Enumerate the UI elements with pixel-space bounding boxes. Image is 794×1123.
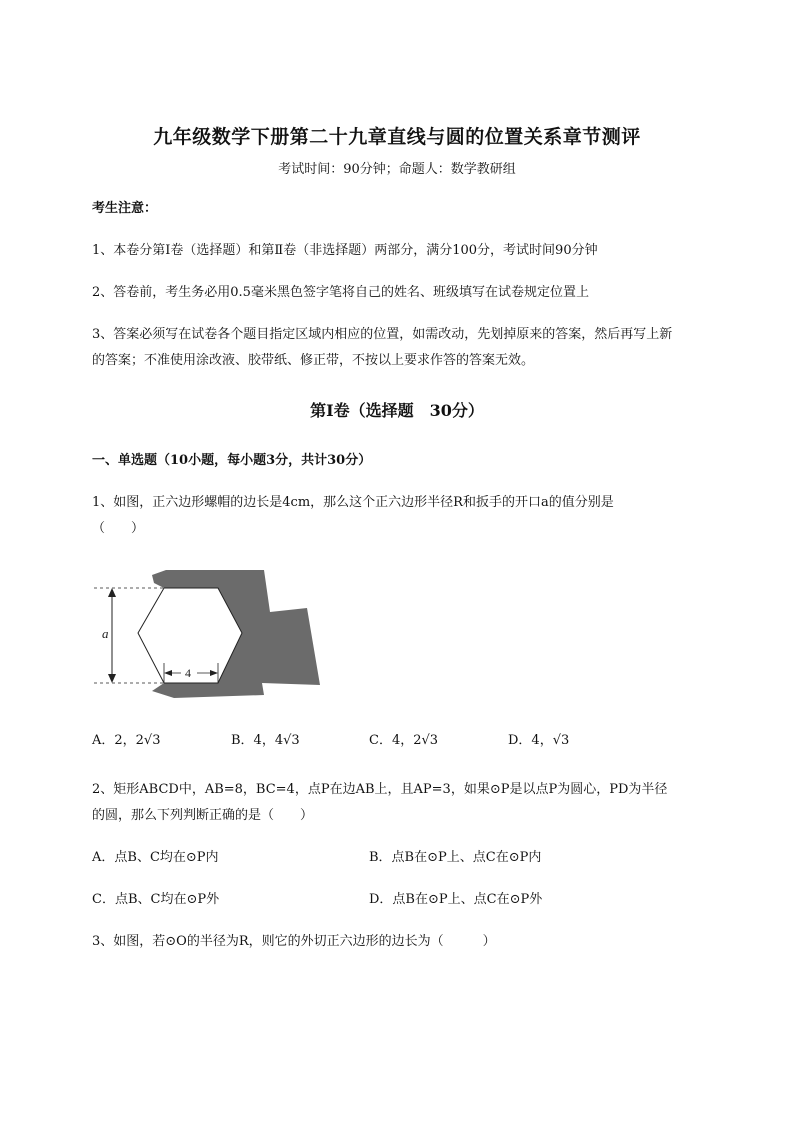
q2-option-b[interactable]: B．点B在⊙P上、点C在⊙P内	[369, 850, 542, 865]
q1-option-d[interactable]: D．4，√3	[508, 733, 570, 748]
question-2-text: 2、矩形ABCD中，AB=8，BC=4，点P在边AB上，且AP=3，如果⊙P是以点P为圆心，PD为半径	[92, 782, 668, 797]
arrow-down	[108, 674, 116, 683]
q1-option-c[interactable]: C．4，2√3	[369, 733, 439, 748]
notice-item-1: 1、本卷分第I卷（选择题）和第Ⅱ卷（非选择题）两部分，满分100分，考试时间90分钟	[92, 243, 598, 258]
q2-option-d[interactable]: D．点B在⊙P上、点C在⊙P外	[369, 892, 543, 907]
part-heading: 一、单选题（10小题，每小题3分，共计30分）	[92, 453, 372, 468]
question-1-text: 1、如图，正六边形螺帽的边长是4cm，那么这个正六边形半径R和扳手的开口a的值分别是	[92, 495, 614, 510]
page-title: 九年级数学下册第二十九章直线与圆的位置关系章节测评	[153, 126, 641, 148]
label-a: a	[102, 626, 109, 641]
page-subtitle: 考试时间：90分钟；命题人：数学教研组	[278, 162, 516, 177]
question-1-bracket: （ ）	[92, 521, 145, 536]
question-2-text-cont: 的圆，那么下列判断正确的是（ ）	[92, 808, 314, 823]
q2-option-a[interactable]: A．点B、C均在⊙P内	[92, 850, 219, 865]
wrench-hexagon-diagram	[92, 565, 332, 705]
notice-item-3-cont: 的答案；不准使用涂改液、胶带纸、修正带，不按以上要求作答的答案无效。	[92, 353, 535, 368]
section-title: 第I卷（选择题 30分）	[310, 401, 484, 420]
notice-heading: 考生注意：	[92, 201, 158, 216]
notice-item-3: 3、答案必须写在试卷各个题目指定区域内相应的位置，如需改动，先划掉原来的答案，然后再写上新	[92, 327, 673, 342]
q2-option-c[interactable]: C．点B、C均在⊙P外	[92, 892, 220, 907]
question-3-text: 3、如图，若⊙O的半径为R，则它的外切正六边形的边长为（ ）	[92, 934, 496, 949]
q1-option-a[interactable]: A．2，2√3	[92, 733, 161, 748]
q1-option-b[interactable]: B．4，4√3	[231, 733, 300, 748]
notice-item-2: 2、答卷前，考生务必用0.5毫米黑色签字笔将自己的姓名、班级填写在试卷规定位置上	[92, 285, 589, 300]
arrow-up	[108, 588, 116, 597]
label-4: 4	[185, 666, 191, 680]
